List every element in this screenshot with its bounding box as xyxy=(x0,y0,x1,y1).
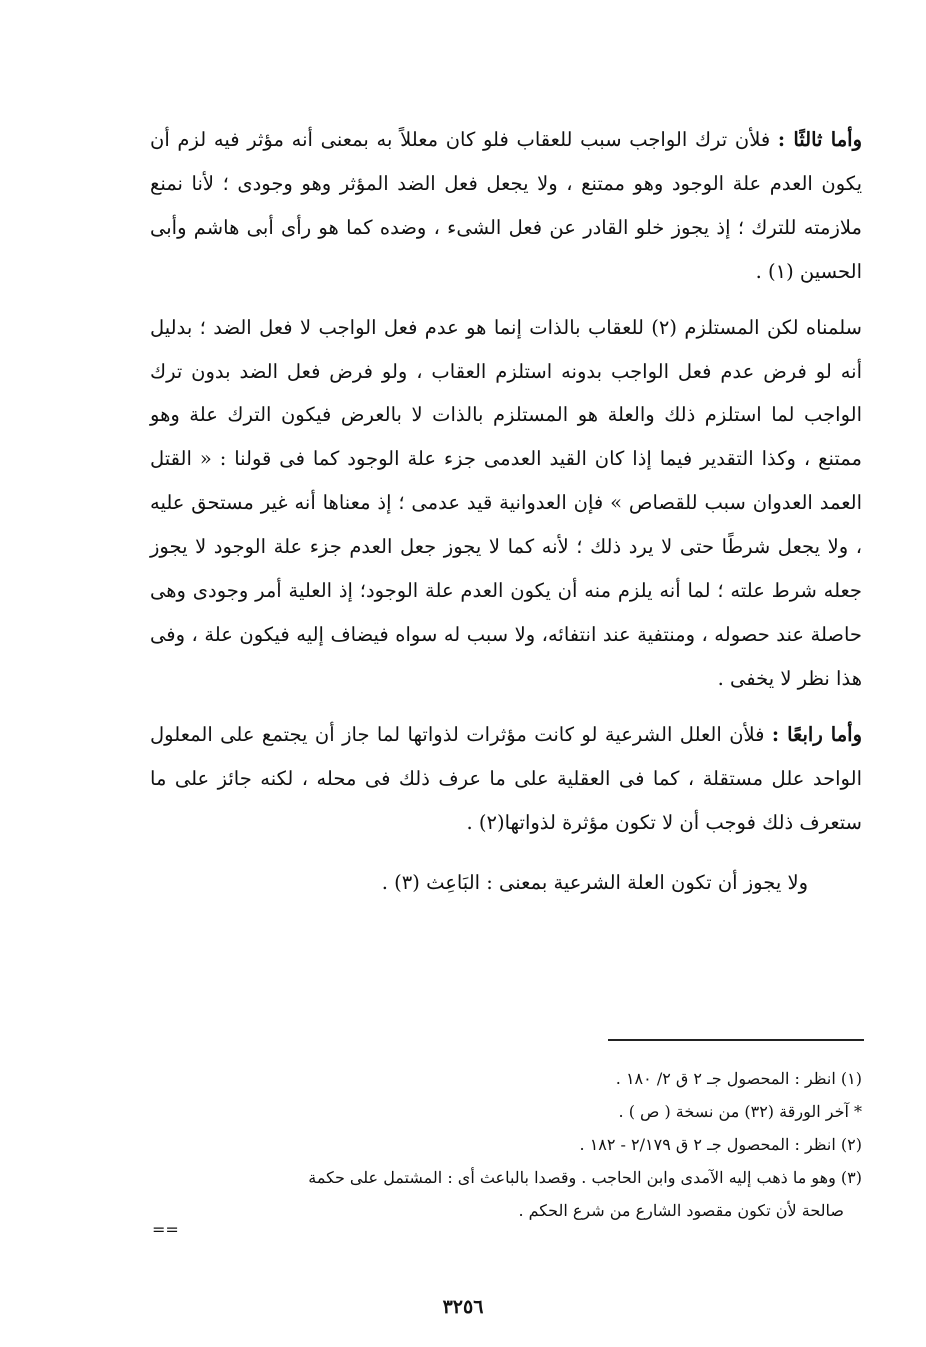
section-lead-thirdly: وأما ثالثًا : xyxy=(777,128,862,151)
main-text xyxy=(150,118,862,904)
page-number: ٣٢٥٦ xyxy=(442,1296,484,1318)
paragraph-third-argument xyxy=(150,118,862,294)
folio-note: * آخر الورقة (٣٢) من نسخة ( ص ) . xyxy=(618,1102,862,1121)
footnote-1: (١) انظر : المحصول جـ ٢ ق ٢/ ١٨٠ . xyxy=(615,1069,862,1088)
section-lead-fourthly: وأما رابعًا : xyxy=(771,722,862,746)
footnote-3-line-1: (٣) وهو ما ذهب إليه الآمدى وابن الحاجب . وقصدا بالباعث أى : المشتمل على حكمة xyxy=(308,1168,862,1187)
continuation-mark: == xyxy=(152,1220,179,1239)
paragraph-fourth-argument xyxy=(150,713,862,845)
paragraph-motive xyxy=(150,861,862,905)
paragraph-body: ولا يجوز أن تكون العلة الشرعية بمعنى : البَاعِث (٣) . xyxy=(381,870,808,894)
footnote-3-line-2: صالحة لأن تكون مقصود الشارع من شرع الحكم . xyxy=(518,1201,844,1220)
paragraph-body: سلمناه لكن المستلزم (٢) للعقاب بالذات إنما هو عدم فعل الواجب لا فعل الضد ؛ بدليل أنه لو فرض عدم فعل الواجب بدونه استلزم العقاب ، ولو فرض فعل الضد بدون ترك الواجب لما استلزم ذلك والعلة هو المستلزم بالذات لا بالعرض فيكون الترك علة وهو ممتنع ، وكذا التقدير فيما إذا كان القيد العدمى جزء علة الوجود كما فى قولنا : « القتل العمد العدوان سبب للقصاص » فإن العدوانية قيد عدمى ؛ إذ معناها أنه غير مستحق عليه ، ولا يجعل شرطًا حتى لا يرد ذلك ؛ لأنه كما لا يجوز جعل العدم جزء علة الوجود لا يجوز جعله شرط علته ؛ لما أنه يلزم منه أن يكون العدم علة الوجود؛ إذ العلية أمر وجودى وهى حاصلة عند حصوله ، ومنتفية عند انتفائه، ولا سبب له سواه فيضاف إليه فيكون علة ، وفى هذا نظر لا يخفى . xyxy=(150,315,862,690)
paragraph-body: فلأن ترك الواجب سبب للعقاب فلو كان معللاً به بمعنى أنه مؤثر فيه لزم أن يكون العدم علة الوجود وهو ممتنع ، ولا يجعل فعل الضد المؤثر وهو وجودى ؛ لأنا نمنع ملازمته للترك ؛ إذ يجوز خلو القادر عن فعل الشىء ، وضده كما هو رأى أبى هاشم وأبى الحسين (١) . xyxy=(150,128,862,283)
footnote-separator xyxy=(608,1039,864,1041)
footnote-3 xyxy=(150,1161,862,1227)
paragraph-body: فلأن العلل الشرعية لو كانت مؤثرات لذواتها لما جاز أن يجتمع على المعلول الواحد علل مستقلة ، كما فى العقلية على ما عرف ذلك فى محله ، لكنه جائز على ما ستعرف ذلك فوجب أن لا تكون مؤثرة لذواتها(٢) . xyxy=(150,722,862,834)
paragraph-concession xyxy=(150,306,862,701)
footnote-2: (٢) انظر : المحصول جـ ٢ ق ٢/١٧٩ - ١٨٢ . xyxy=(579,1135,862,1154)
footnotes xyxy=(150,1062,862,1227)
